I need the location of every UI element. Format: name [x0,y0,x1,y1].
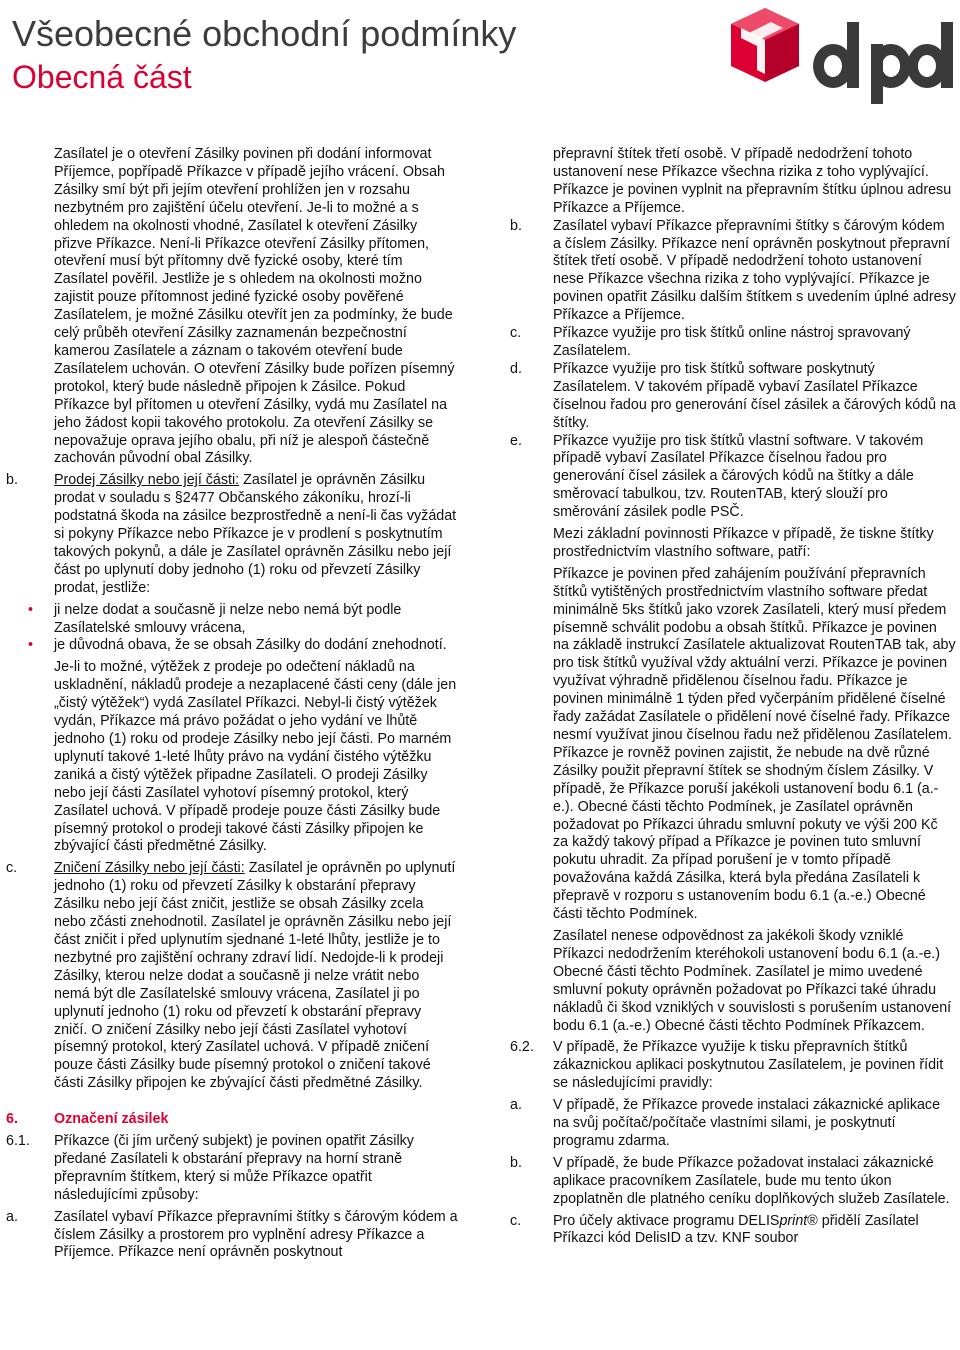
clause-a: a. V případě, že Příkazce provede instalaci zákaznické aplikace na svůj počítač/počítače vlastními silami, je poskytnutí programu zdarma. [510,1097,941,1149]
bullet-icon: • [28,637,34,654]
clause-heading: Prodej Zásilky nebo její části: [54,472,240,489]
section-heading: 6. Označení zásilek [6,1111,169,1128]
clause-a: a. Zasílatel vybaví Příkazce přepravními štítky s čárovým kódem a číslem Zásilky a prostorem pro vyplnění adresy Příkazce a Příjemce. Příkazce není oprávněn poskytnout [6,1208,458,1261]
right-column [510,146,956,1248]
clause-c: c. Příkazce využije pro tisk štítků online nástroj spravovaný Zasílatelem. [510,325,911,359]
bullet-icon: • [28,601,34,618]
paragraph-obligations: Mezi základní povinnosti Příkazce v případě, že tiskne štítky prostřednictvím vlastního software, patří: [553,526,934,560]
clause-text: Zasílatel je oprávněn Zásilku prodat v souladu s §2477 Občanského zákoníku, hrozí-li podstatná škoda na zásilce bezprostředně a není-li čas vyžádat si pokyny Příkazce nebo Příkazce je v prodlení s poskytnutím takových pokynů, a dále je Zasílatel oprávněn Zásilku nebo její část po uplynutí doby jednoho (1) roku od převzetí Zásilky prodat, jestliže: [54,472,457,596]
paragraph-obligations-detail: Příkazce je povinen před zahájením používání přepravních štítků vytištěných prostřednictvím vlastního software předat minimálně 5ks štítků jako vzorek Zasílateli, který musí předem písemně schválit podobu a obsah štítků. Příkazce je povinen na základě instrukcí Zasílatele aktualizovat RoutenTAB tak, aby pro tisk štítků využíval vždy aktuální verzi. Příkazce je povinen využívat výhradně přidělenou číselnou řadu. Příkazce je povinen minimálně 1 týden před vyčerpáním přidělené číselné řady zažádat Zasílatele o přidělení nové číselné řady. Příkazce nesmí využívat jinou číselnou řadu než přidělenou Zasílatelem. Příkazce je rovněž povinen zajistit, že nebude na dvě různé Zásilky použit přepravní štítek se shodným číslem Zásilky. V případě, že Příkazce poruší jakékoli ustanovení bodu 6.1 (a.-e.). Obecné části těchto Podmínek, je Zasílatel oprávněn požadovat po Příkazci úhradu smluvní pokuty ve výši 200 Kč za každý takový případ a Příkazce je povinen tuto smluvní pokutu uhradit. Za případ porušení je v tomto případě považována každá Zásilka, která byla předána Zasílateli k přepravě v rozporu s ustanovením bodu 6.1 (a.-e.) Obecné části těchto Podmínek. [553,565,956,923]
clause-b: b. V případě, že bude Příkazce požadovat instalaci zákaznické aplikace pracovníkem Zasílatele, bude mu tento úkon zpoplatněn dle platného ceníku doplňkových služeb Zasílatele. [510,1154,950,1207]
clause-c: c. Pro účely aktivace programu DELISprint® přidělí Zasílatel Příkazci kód DelisID a tzv. KNF soubor [510,1212,919,1247]
paragraph-opening: Zasílatel je o otevření Zásilky povinen při dodání informovat Příjemce, popřípadě Příkazce v případě jejího vrácení. Obsah Zásilky smí být při jejím otevření prohlížen jen v rozsahu nezbytném pro zajištění účelu otevření. Je-li to možné a s ohledem na okolnosti vhodné, Zasílatel k otevření Zásilky přizve Příkazce. Není-li Příkazce otevření Zásilky přítomen, otevření musí být přítomny dvě fyzické osoby, které tím Zasílatel pověřil. Jestliže je s ohledem na okolnosti možno zajistit pouze přítomnost jediné fyzické osoby pověřené Zasílatelem, je možné Zásilku otevřít jen za podmínky, že bude celý průběh otevření Zásilky zaznamenán bezpečnostní kamerou Zasílatele a záznam o takovém otevření bude Zasílatelem uchován. O otevření Zásilky bude pořízen písemný protokol, který bude následně připojen k Zásilce. Pokud Příkazce byl přítomen u otevření Zásilky, vydá mu Zasílatel na jeho žádost kopii takového protokolu. Za otevření Zásilky se nepovažuje oprava jejího obalu, při níž je alespoň částečně zachován původní obal Zásilky. [54,146,455,467]
clause-6-1: 6.1. Příkazce (či jím určený subjekt) je povinen opatřit Zásilky předané Zasílateli k obstarání přepravy na horní straně přepravním štítkem, který si může Příkazce opatřit následujícími způsoby: [6,1133,414,1203]
paragraph-liability: Zasílatel nenese odpovědnost za jakékoli škody vzniklé Příkazci nedodržením kteréhokoli ustanovení bodu 6.1 (a.-e.) Obecné části těchto Podmínek. Zasílatel je mimo uvedené smluvní pokuty oprávněn požadovat po Příkazci také úhradu nákladů či škod vzniklých v souvislosti s porušením ustanovení bodu 6.1 (a.-e.) Obecné části těchto Podmínek Příkazcem. [553,927,952,1034]
dpd-logo [727,4,959,104]
clause-d: d. Příkazce využije pro tisk štítků software poskytnutý Zasílatelem. V takovém případě vybaví Zasílatel Příkazce číselnou řadou pro generování čísel zásilek a čárových kódů na štítky. [510,360,956,431]
document-subtitle: Obecná část [12,59,192,95]
document-title: Všeobecné obchodní podmínky [12,13,517,54]
clause-6-2: 6.2. V případě, že Příkazce využije k tisku přepravních štítků zákaznickou aplikaci poskytnutou Zasílatelem, je povinen řídit se následujícími pravidly: [510,1039,944,1092]
list-item: • je důvodná obava, že se obsah Zásilky do dodání znehodnotí. [6,637,458,655]
clause-b [6,472,458,597]
clause-label: c. [6,860,18,877]
clause-text: Zasílatel je oprávněn po uplynutí jednoho (1) roku od převzetí Zásilky k obstarání přepravy Zásilku nebo její část zničit, jestliže se obsah Zásilky zcela nebo zčásti znehodnotil. Zasílatel je oprávněn Zásilku nebo její část zničit i před uplynutím sjednané 1-leté lhůty, jestliže je to nezbytné pro zajištění ochrany zdraví lidí. Nedojde-li k prodeji Zásilky, kterou nelze dodat a současně ji nelze vrátit nebo nemá být dle Zasílatelské smlouvy vrácena, Zasílatel ji po uplynutí jednoho (1) roku od převzetí k obstarání přepravy zničí. O zničení Zásilky nebo její části Zasílatel vyhotoví písemný protokol, který Zasílatel uchová. V případě zničení pouze části Zásilky bude písemný protokol o zničení takové části Zásilky připojen ke zbývající části předmětné Zásilky. [54,860,456,1092]
paragraph-continued: přepravní štítek třetí osobě. V případě nedodržení tohoto ustanovení nese Příkazce všechna rizika z toho vyplývající. Příkazce je povinen vyplnit na přepravním štítku úplnou adresu Příkazce a Příjemce. [553,146,952,216]
clause-heading: Zničení Zásilky nebo její části: [54,860,245,877]
left-column [6,146,458,1262]
clause-b: b. Zasílatel vybaví Příkazce přepravními štítky s čárovým kódem a číslem Zásilky. Příkazce není oprávněn poskytnout přepravní štítek třetí osobě. V případě nedodržení tohoto ustanovení nese Příkazce všechna rizika z toho vyplývající. Příkazce je povinen opatřit Zásilku dalším štítkem s uvedením úplné adresy Příkazce a Příjemce. [510,217,956,324]
clause-c [6,860,458,1093]
paragraph-proceeds: Je-li to možné, výtěžek z prodeje po odečtení nákladů na uskladnění, nákladů prodeje a nezaplacené části ceny (dále jen „čistý výtěžek“) vydá Zasílatel Příkazci. Nebyl-li čistý výtěžek vydán, Příkazce má právo požádat o jeho vydání ve lhůtě jednoho (1) roku od prodeje Zásilky nebo její části. Po marném uplynutí takové 1-leté lhůty právo na vydání čistého výtěžku zaniká a čistý výtěžek připadne Zasílateli. O prodeji Zásilky nebo její části Zasílatel vyhotoví písemný protokol, který Zasílatel uchová. V případě prodeje pouze části Zásilky bude písemný protokol o prodeji takové části Zásilky připojen ke zbývající části předmětné Zásilky. [54,659,457,855]
clause-e: e. Příkazce využije pro tisk štítků vlastní software. V takovém případě vybaví Zasílatel Příkazce číselnou řadou pro generování čísel zásilek a čárových kódů na štítky a dále směrovací tabulkou, tzv. RoutenTAB, který slouží pro směrování zásilek podle PSČ. [510,432,924,521]
clause-label: b. [6,472,18,489]
list-item: • ji nelze dodat a současně ji nelze nebo nemá být podle Zasílatelské smlouvy vrácena, [6,602,458,638]
